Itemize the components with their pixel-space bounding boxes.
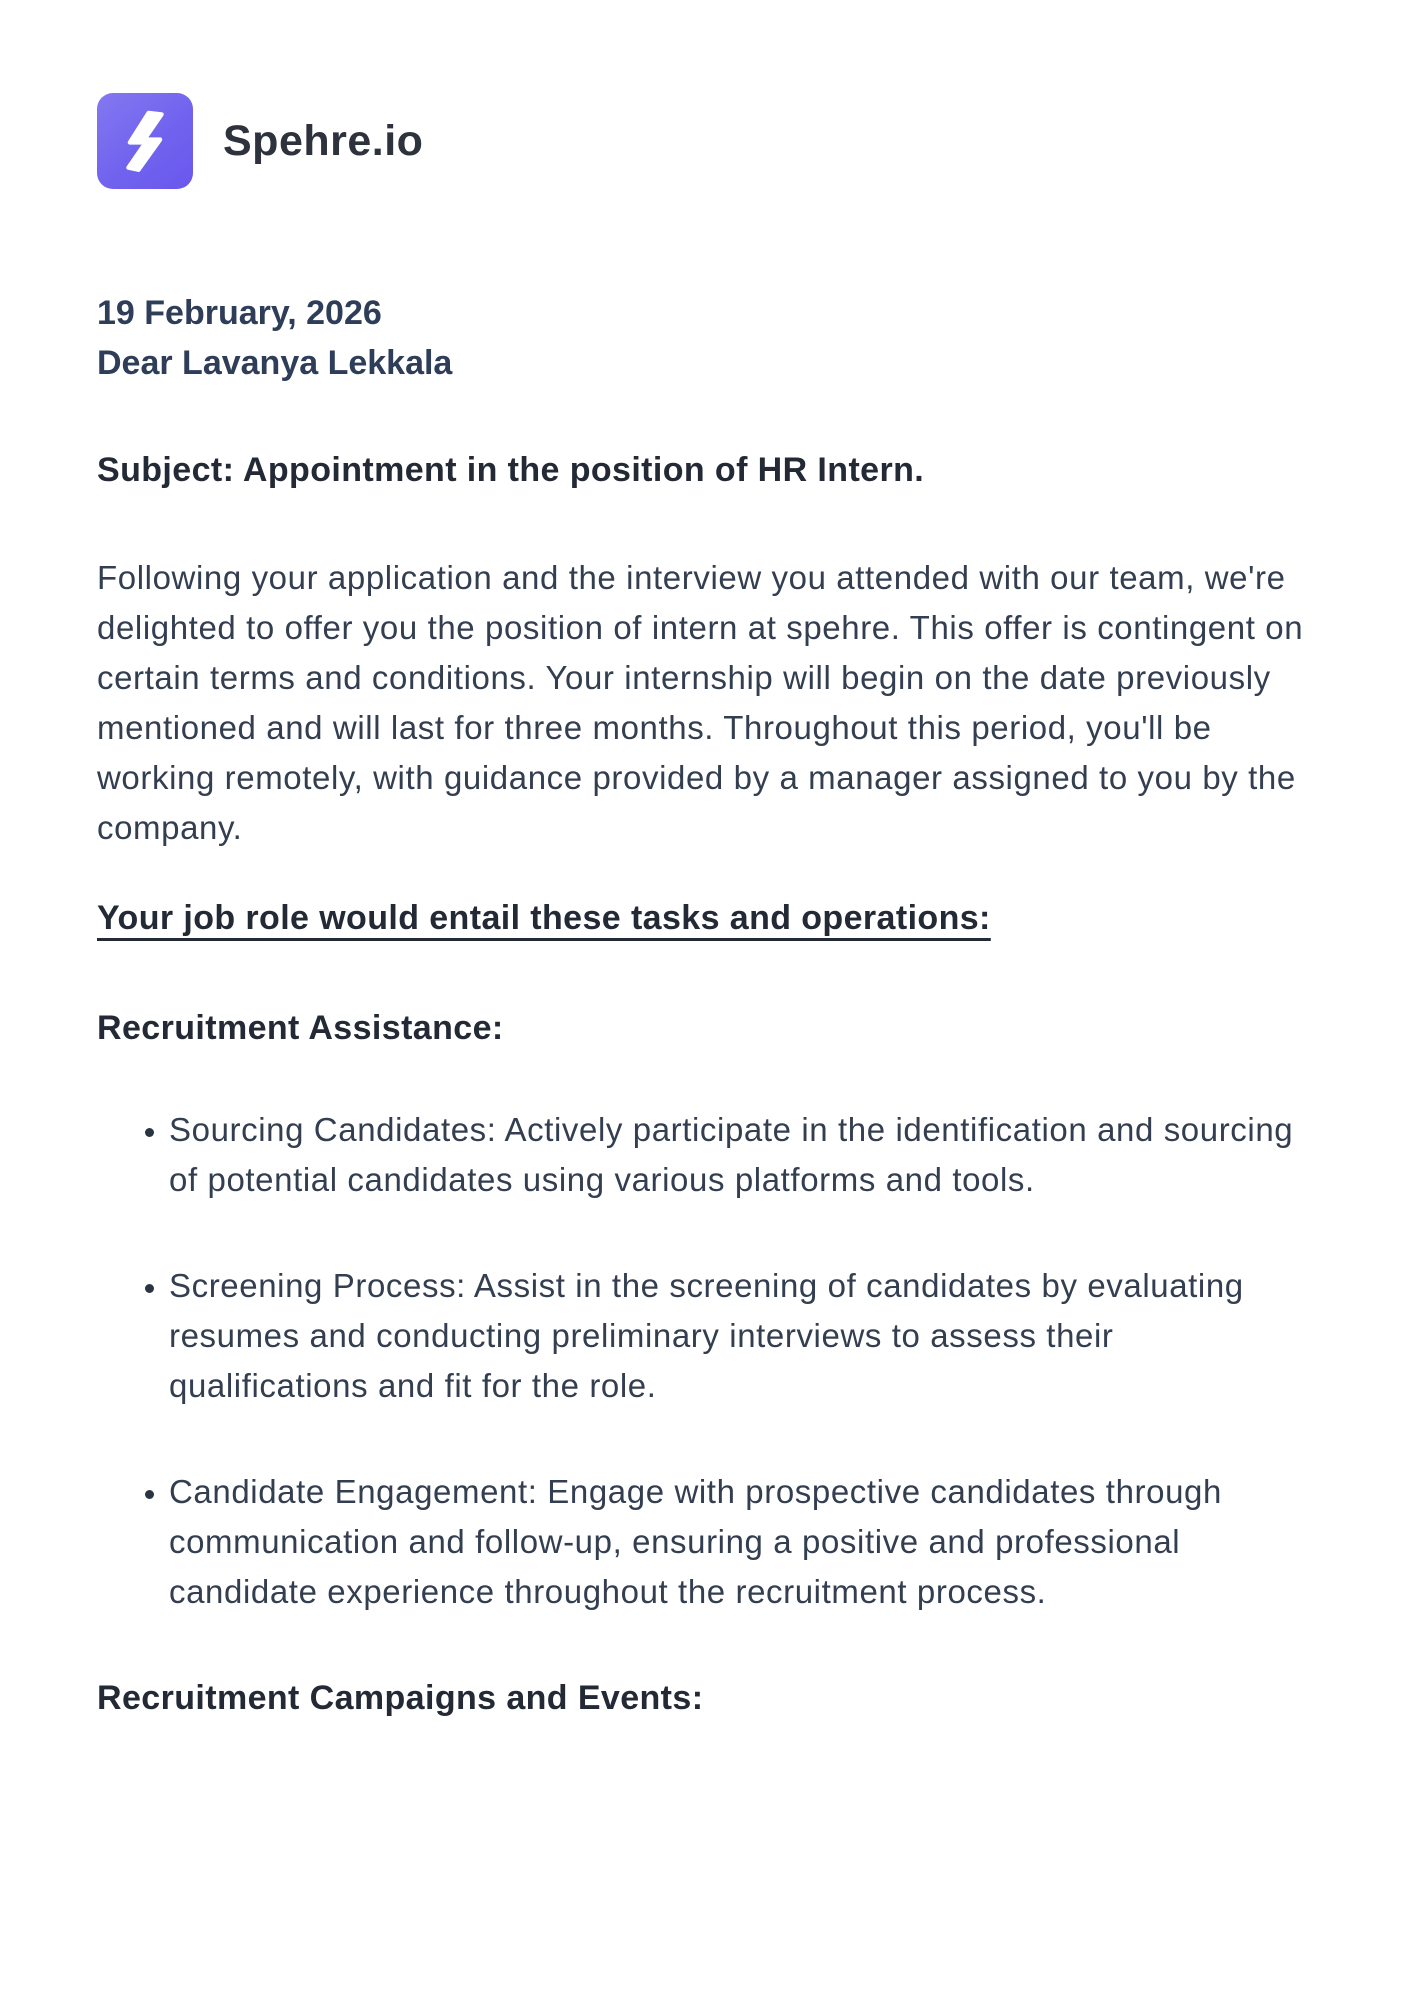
recruitment-assistance-list (97, 1105, 1330, 1617)
brand-header (97, 93, 1330, 189)
list-item-sourcing-candidates: • Sourcing Candidates: Actively participate in the identification and sourcing of potential candidates using various platforms and tools. (169, 1105, 1309, 1205)
section-title-recruitment-assistance: Recruitment Assistance: (97, 1009, 504, 1047)
letter-date: 19 February, 2026 (97, 294, 382, 332)
list-item-screening-process: • Screening Process: Assist in the screening of candidates by evaluating resumes and conducting preliminary interviews to assess their qualifications and fit for the role. (169, 1261, 1309, 1411)
brand-name: Spehre.io (223, 116, 424, 165)
section-title-recruitment-campaigns: Recruitment Campaigns and Events: (97, 1679, 704, 1717)
tasks-heading: Your job role would entail these tasks and operations: (97, 899, 991, 937)
list-item-candidate-engagement: • Candidate Engagement: Engage with prospective candidates through communication and follow-up, ensuring a positive and professional candidate experience throughout the recruitment process. (169, 1467, 1309, 1617)
spehre-logo (97, 93, 193, 189)
intro-paragraph: Following your application and the interview you attended with our team, we're delighted to offer you the position of intern at spehre. This offer is contingent on certain terms and conditions. Your internship will begin on the date previously mentioned and will last for three months. Throughout this period, you'll be working remotely, with guidance provided by a manager assigned to you by the company. (97, 559, 1304, 846)
s-bolt-icon (109, 105, 181, 177)
subject-line: Subject: Appointment in the position of HR Intern. (97, 451, 925, 489)
letter-salutation: Dear Lavanya Lekkala (97, 344, 453, 382)
